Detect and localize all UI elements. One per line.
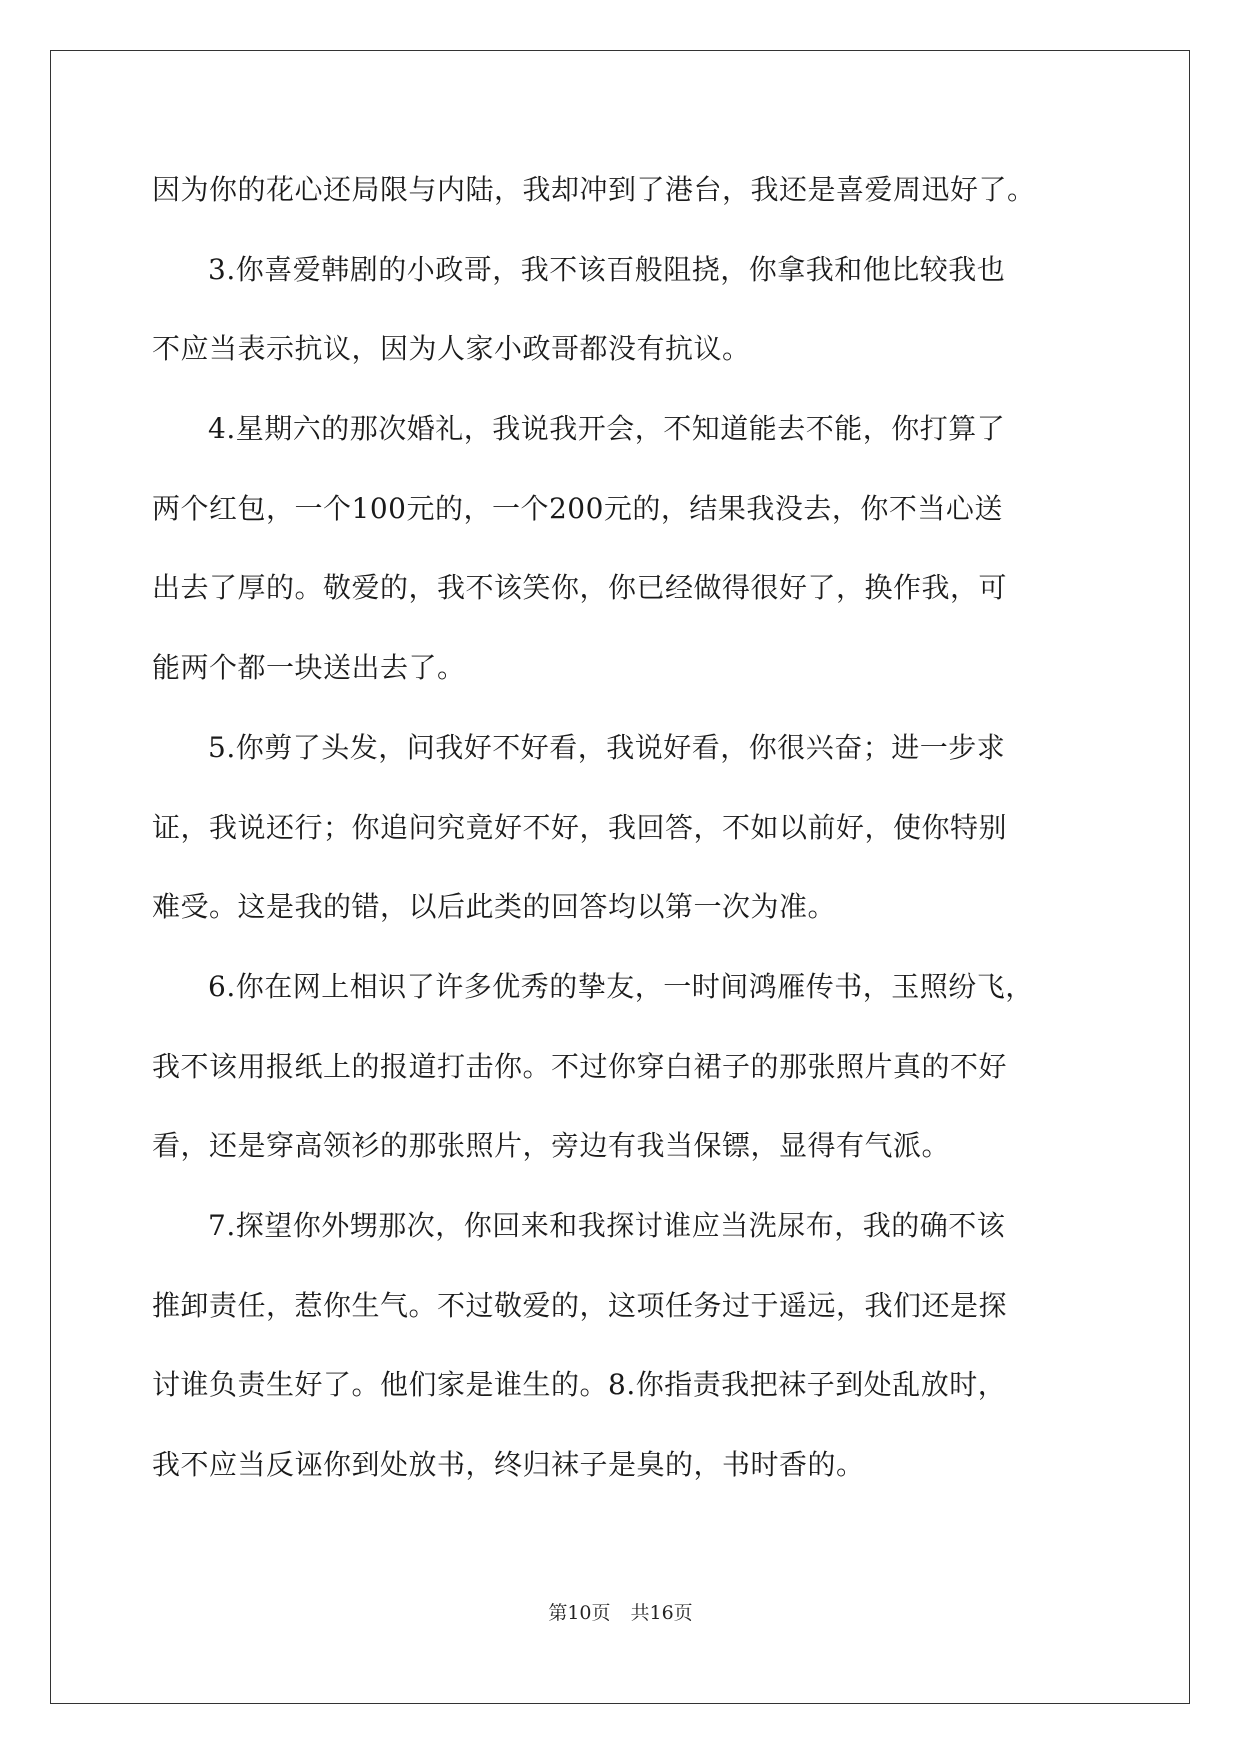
text-line: 推卸责任，惹你生气。不过敬爱的，这项任务过于遥远，我们还是探 [152, 1288, 1008, 1322]
page-total: 共16页 [630, 1602, 693, 1624]
text-line: 5.你剪了头发，问我好不好看，我说好看，你很兴奋；进一步求 [208, 730, 1006, 764]
text-line: 不应当表示抗议，因为人家小政哥都没有抗议。 [152, 332, 751, 366]
text-line: 我不应当反诬你到处放书，终归袜子是臭的，书时香的。 [152, 1448, 865, 1481]
page-number: 第10页 [548, 1602, 611, 1624]
text-line: 4.星期六的那次婚礼，我说我开会，不知道能去不能，你打算了 [208, 412, 1006, 446]
text-line: 因为你的花心还局限与内陆，我却冲到了港台，我还是喜爱周迅好了。 [152, 173, 1036, 206]
text-line: 3.你喜爱韩剧的小政哥，我不该百般阻挠，你拿我和他比较我也 [208, 252, 1006, 286]
text-line: 证，我说还行；你追问究竟好不好，我回答，不如以前好，使你特别 [152, 810, 1008, 844]
text-line: 难受。这是我的错，以后此类的回答均以第一次为准。 [152, 890, 837, 924]
text-line: 出去了厚的。敬爱的，我不该笑你，你已经做得很好了，换作我，可 [152, 571, 1008, 605]
text-line: 7.探望你外甥那次，你回来和我探讨谁应当洗尿布，我的确不该 [208, 1208, 1006, 1242]
text-line: 能两个都一块送出去了。 [152, 651, 466, 685]
document-body [152, 160, 1092, 1515]
text-line: 看，还是穿高领衫的那张照片，旁边有我当保镖，显得有气派。 [152, 1129, 951, 1163]
text-line: 两个红包，一个100元的，一个200元的，结果我没去，你不当心送 [152, 491, 1003, 525]
text-line: 我不该用报纸上的报道打击你。不过你穿白裙子的那张照片真的不好 [152, 1049, 1008, 1083]
page-footer [0, 1598, 1241, 1625]
text-line: 6.你在网上相识了许多优秀的挚友，一时间鸿雁传书，玉照纷飞， [208, 969, 1034, 1003]
text-line: 讨谁负责生好了。他们家是谁生的。8.你指责我把袜子到处乱放时， [152, 1368, 1007, 1402]
